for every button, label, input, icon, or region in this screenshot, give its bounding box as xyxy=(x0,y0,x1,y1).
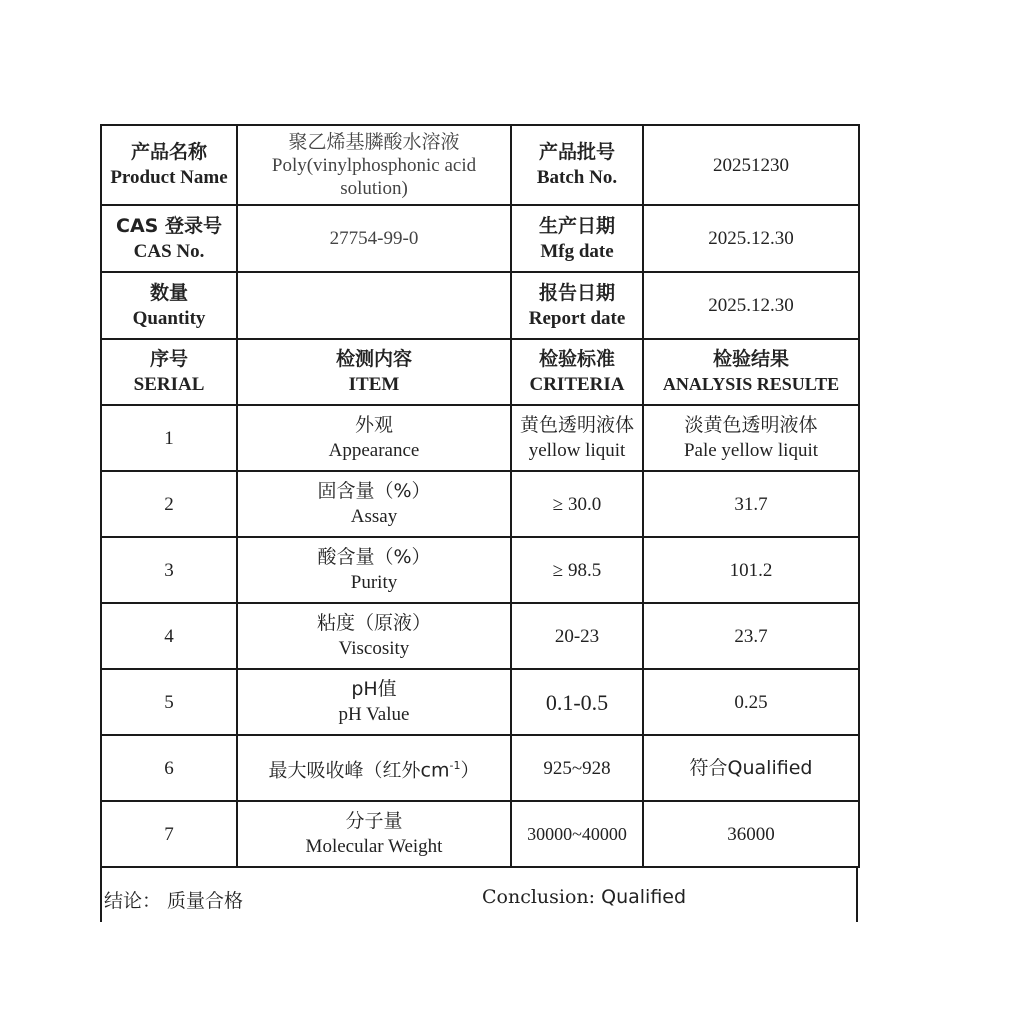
criteria-header: 检验标准 CRITERIA xyxy=(511,339,643,405)
result-cell: 23.7 xyxy=(643,603,859,669)
quantity-value xyxy=(237,272,511,339)
conclusion-en-label: Conclusion: xyxy=(482,886,602,908)
result-cell: 0.25 xyxy=(643,669,859,735)
table-row xyxy=(101,801,859,867)
criteria-cell: 0.1-0.5 xyxy=(511,669,643,735)
item-tail: ） xyxy=(460,759,480,782)
analysis-table xyxy=(100,124,860,868)
item-cell: 酸含量（%） Purity xyxy=(237,537,511,603)
report-date-label: 报告日期 Report date xyxy=(511,272,643,339)
conclusion-cn: 结论： 质量合格 xyxy=(104,890,244,912)
result-cell: 淡黄色透明液体 Pale yellow liquit xyxy=(643,405,859,471)
batch-label: 产品批号 Batch No. xyxy=(511,125,643,205)
product-name-value: 聚乙烯基膦酸水溶液 Poly(vinylphosphonic acid solution) xyxy=(237,125,511,205)
criteria-cell: ≥ 98.5 xyxy=(511,537,643,603)
conclusion-en-value: Qualified xyxy=(601,886,687,908)
item-cell: 固含量（%） Assay xyxy=(237,471,511,537)
column-header-row xyxy=(101,339,859,405)
report-date-value: 2025.12.30 xyxy=(643,272,859,339)
criteria-cell: 20-23 xyxy=(511,603,643,669)
table-row xyxy=(101,669,859,735)
item-text: 最大吸收峰（红外cm xyxy=(268,759,450,782)
serial-cell: 2 xyxy=(101,471,237,537)
quantity-row xyxy=(101,272,859,339)
product-name-label: 产品名称 Product Name xyxy=(101,125,237,205)
criteria-cell: 30000~40000 xyxy=(511,801,643,867)
item-cell: 分子量 Molecular Weight xyxy=(237,801,511,867)
criteria-cell: ≥ 30.0 xyxy=(511,471,643,537)
quantity-label: 数量 Quantity xyxy=(101,272,237,339)
item-cell: pH值 pH Value xyxy=(237,669,511,735)
product-row xyxy=(101,125,859,205)
table-row xyxy=(101,537,859,603)
conclusion-row xyxy=(100,866,858,922)
serial-cell: 1 xyxy=(101,405,237,471)
cas-label: CAS 登录号 CAS No. xyxy=(101,205,237,272)
result-cell: 36000 xyxy=(643,801,859,867)
result-cell: 符合Qualified xyxy=(643,735,859,801)
item-cell: 粘度（原液） Viscosity xyxy=(237,603,511,669)
table-row xyxy=(101,735,859,801)
table-row xyxy=(101,603,859,669)
criteria-cell: 925~928 xyxy=(511,735,643,801)
serial-cell: 4 xyxy=(101,603,237,669)
conclusion-en xyxy=(482,886,686,908)
table-row xyxy=(101,471,859,537)
item-header: 检测内容 ITEM xyxy=(237,339,511,405)
certificate-of-analysis xyxy=(100,124,858,922)
result-cell: 101.2 xyxy=(643,537,859,603)
result-cell: 31.7 xyxy=(643,471,859,537)
cas-value: 27754-99-0 xyxy=(237,205,511,272)
item-cell: 外观 Appearance xyxy=(237,405,511,471)
serial-cell: 5 xyxy=(101,669,237,735)
serial-cell: 3 xyxy=(101,537,237,603)
table-row xyxy=(101,405,859,471)
item-cell xyxy=(237,735,511,801)
item-superscript: -1 xyxy=(449,758,461,772)
batch-value: 20251230 xyxy=(643,125,859,205)
mfg-date-label: 生产日期 Mfg date xyxy=(511,205,643,272)
cas-row xyxy=(101,205,859,272)
criteria-cell: 黄色透明液体 yellow liquit xyxy=(511,405,643,471)
serial-cell: 6 xyxy=(101,735,237,801)
mfg-date-value: 2025.12.30 xyxy=(643,205,859,272)
result-header: 检验结果 ANALYSIS RESULTE xyxy=(643,339,859,405)
serial-header: 序号 SERIAL xyxy=(101,339,237,405)
serial-cell: 7 xyxy=(101,801,237,867)
